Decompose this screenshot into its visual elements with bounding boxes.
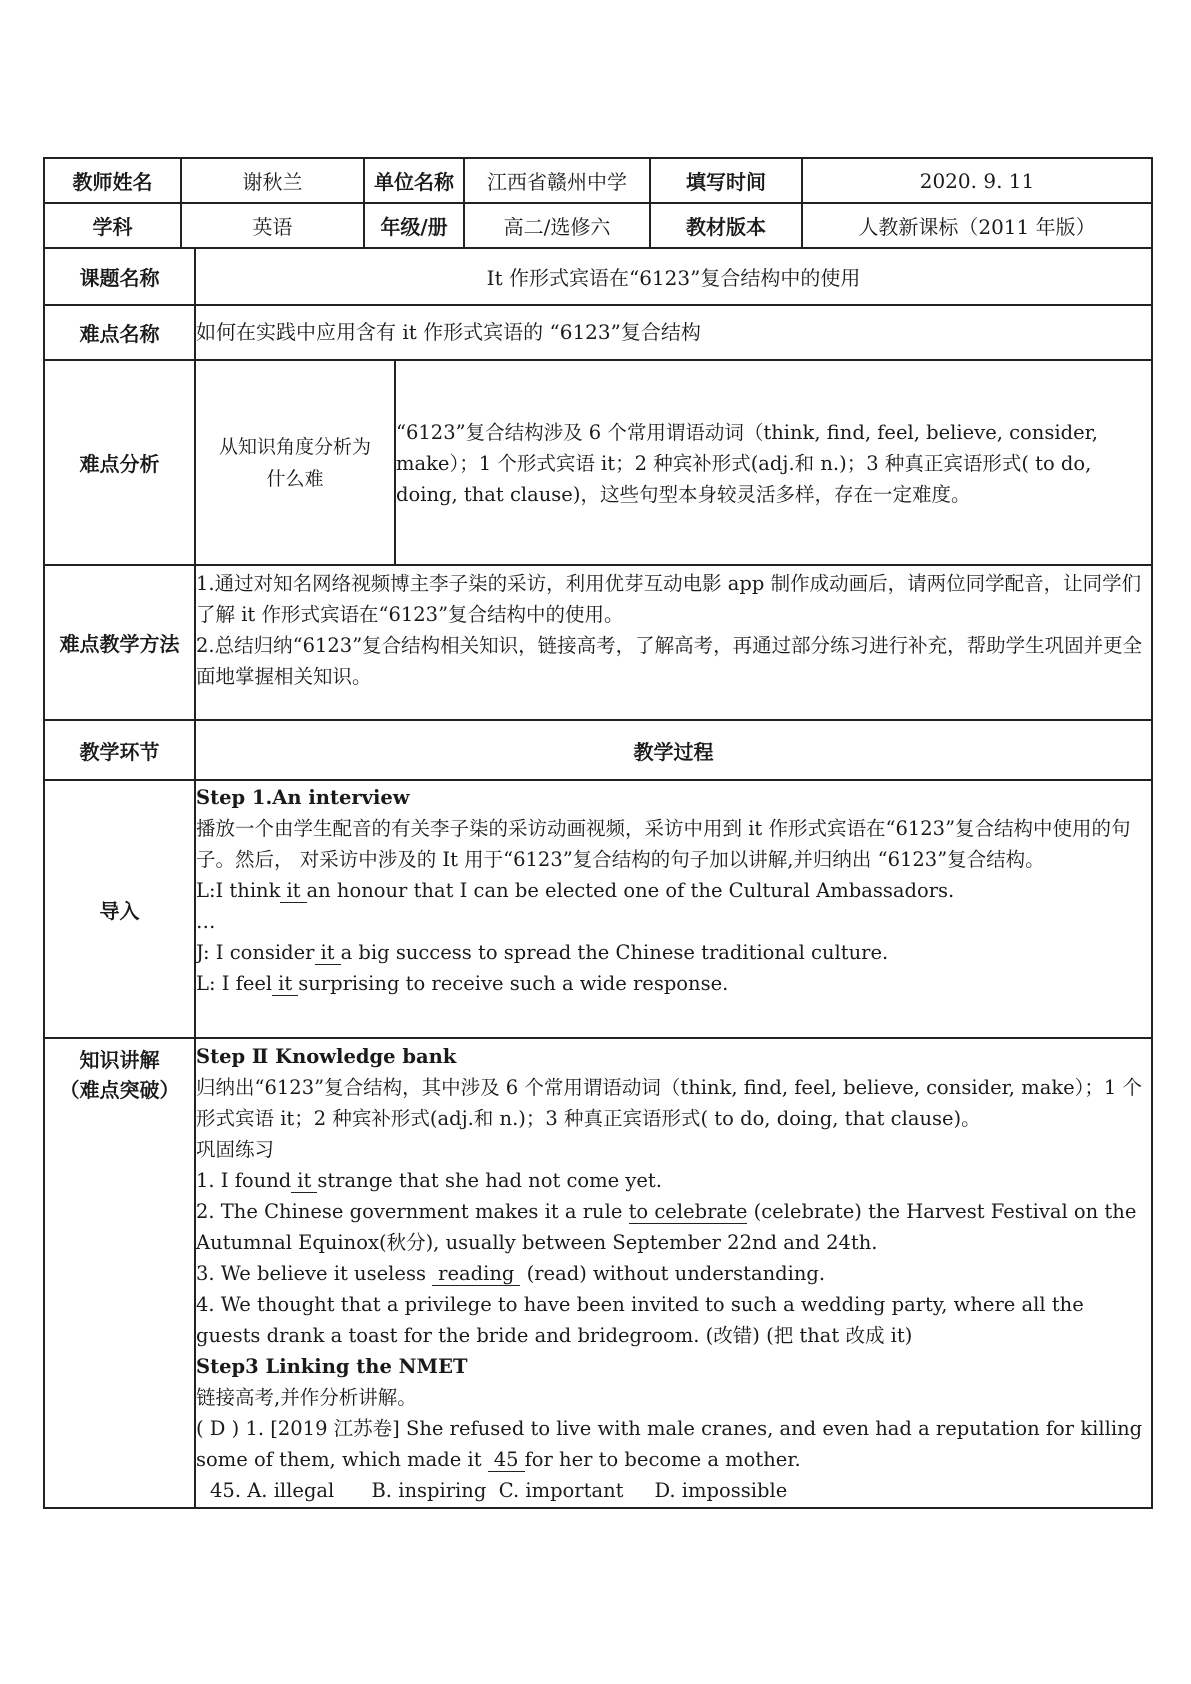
knowledge-row <box>44 1038 1152 1508</box>
q1-pre: 1. I found <box>196 1169 292 1192</box>
unit-label: 单位名称 <box>364 158 464 203</box>
nmet-question <box>196 1413 1151 1475</box>
teacher-value: 谢秋兰 <box>181 158 364 203</box>
q1-answer: it <box>291 1170 317 1193</box>
intro-line-3 <box>196 968 1151 999</box>
intro-l3-pre: L: I feel <box>196 972 273 995</box>
intro-l2-post: a big success to spread the Chinese traditional culture. <box>340 941 889 964</box>
q2-answer: to celebrate <box>628 1200 748 1223</box>
grade-label: 年级/册 <box>364 203 464 248</box>
q3-pre: 3. We believe it useless <box>196 1262 426 1285</box>
intro-line-2 <box>196 937 1151 968</box>
knowledge-label: 知识讲解 <box>79 1048 160 1072</box>
edition-label: 教材版本 <box>650 203 802 248</box>
nmet-options: 45. A. illegal B. inspiring C. important D. impossible <box>210 1479 788 1502</box>
practice-q2 <box>196 1196 1151 1258</box>
difficulty-row <box>44 305 1152 360</box>
analysis-row <box>44 360 1152 565</box>
difficulty-label: 难点名称 <box>44 305 195 360</box>
method-label: 难点教学方法 <box>44 565 195 720</box>
teacher-label: 教师姓名 <box>44 158 181 203</box>
q3-post: (read) without understanding. <box>526 1262 826 1285</box>
info-row-2 <box>44 203 1152 248</box>
intro-l2-answer: it <box>315 942 341 965</box>
nmet-pre: ( D ) 1. [2019 江苏卷] She refused to live with male cranes, and even had a reputation for killing some of them, which made it <box>196 1417 1143 1471</box>
knowledge-content <box>195 1038 1152 1508</box>
intro-content <box>195 780 1152 1038</box>
intro-l1-answer: it <box>280 880 306 903</box>
q1-post: strange that she had not come yet. <box>317 1169 662 1192</box>
intro-ellipsis: … <box>196 910 216 933</box>
intro-line-1 <box>196 875 1151 906</box>
edition-value: 人教新课标（2011 年版） <box>802 203 1152 248</box>
process-label: 教学过程 <box>195 720 1152 780</box>
info-table <box>43 157 1153 249</box>
grade-value: 高二/选修六 <box>464 203 650 248</box>
q2-post: (celebrate) the Harvest Festival on the Autumnal Equinox(秋分), usually between September 22nd and 24th. <box>196 1200 1137 1254</box>
lesson-table <box>43 247 1153 1509</box>
process-header-row <box>44 720 1152 780</box>
knowledge-label-cell <box>44 1038 195 1508</box>
stage-label: 教学环节 <box>44 720 195 780</box>
subject-value: 英语 <box>181 203 364 248</box>
nmet-post: for her to become a mother. <box>524 1448 801 1471</box>
unit-value: 江西省赣州中学 <box>464 158 650 203</box>
practice-label: 巩固练习 <box>196 1138 275 1161</box>
practice-q4: 4. We thought that a privilege to have been invited to such a wedding party, where all the guests drank a toast for the bride and bridegroom. (改错) (把 that 改成 it) <box>196 1293 1084 1347</box>
knowledge-summary: 归纳出“6123”复合结构，其中涉及 6 个常用谓语动词（think, find, feel, believe, consider, make）；1 个形式宾语 it；2 种宾补形式(adj.和 n.)；3 种真正宾语形式( to do, doing, that clause)。 <box>196 1076 1143 1130</box>
practice-q1 <box>196 1165 1151 1196</box>
difficulty-value: 如何在实践中应用含有 it 作形式宾语的 “6123”复合结构 <box>195 305 1152 360</box>
date-label: 填写时间 <box>650 158 802 203</box>
method-row <box>44 565 1152 720</box>
subject-label: 学科 <box>44 203 181 248</box>
knowledge-step2-title: Step Ⅱ Knowledge bank <box>196 1045 457 1068</box>
analysis-label: 难点分析 <box>44 360 195 565</box>
method-p2: 2.总结归纳“6123”复合结构相关知识，链接高考，了解高考，再通过部分练习进行补充，帮助学生巩固并更全面地掌握相关知识。 <box>196 634 1143 688</box>
nmet-answer: 45 <box>488 1449 525 1472</box>
topic-value: It 作形式宾语在“6123”复合结构中的使用 <box>195 248 1152 305</box>
intro-l2-pre: J: I consider <box>196 941 315 964</box>
intro-desc: 播放一个由学生配音的有关李子柒的采访动画视频，采访中用到 it 作形式宾语在“6123”复合结构中使用的句子。然后， 对采访中涉及的 It 用于“6123”复合结构的句子加以讲解,并归纳出 “6123”复合结构。 <box>196 817 1131 871</box>
analysis-sublabel: 从知识角度分析为什么难 <box>195 360 395 565</box>
q2-pre: 2. The Chinese government makes it a rule <box>196 1200 623 1223</box>
intro-l1-post: an honour that I can be elected one of the Cultural Ambassadors. <box>306 879 955 902</box>
intro-l1-pre: L:I think <box>196 879 281 902</box>
intro-l3-answer: it <box>272 973 298 996</box>
date-value: 2020. 9. 11 <box>802 158 1152 203</box>
topic-label: 课题名称 <box>44 248 195 305</box>
topic-row <box>44 248 1152 305</box>
knowledge-step3-desc: 链接高考,并作分析讲解。 <box>196 1386 417 1409</box>
knowledge-step3-title: Step3 Linking the NMET <box>196 1355 468 1378</box>
q3-answer: reading <box>432 1263 520 1286</box>
intro-row <box>44 780 1152 1038</box>
intro-step-title: Step 1.An interview <box>196 786 410 809</box>
intro-l3-post: surprising to receive such a wide response. <box>298 972 729 995</box>
method-p1: 1.通过对知名网络视频博主李子柒的采访，利用优芽互动电影 app 制作成动画后，请两位同学配音，让同学们了解 it 作形式宾语在“6123”复合结构中的使用。 <box>196 572 1142 626</box>
info-row-1 <box>44 158 1152 203</box>
practice-q3 <box>196 1258 1151 1289</box>
method-text <box>195 565 1152 720</box>
knowledge-sublabel: （难点突破） <box>59 1078 180 1102</box>
analysis-text: “6123”复合结构涉及 6 个常用谓语动词（think, find, feel, believe, consider, make）；1 个形式宾语 it；2 种宾补形式(adj.和 n.)；3 种真正宾语形式( to do, doing, that clause)，这些句型本身较灵活多样，存在一定难度。 <box>395 360 1152 565</box>
intro-label: 导入 <box>44 780 195 1038</box>
